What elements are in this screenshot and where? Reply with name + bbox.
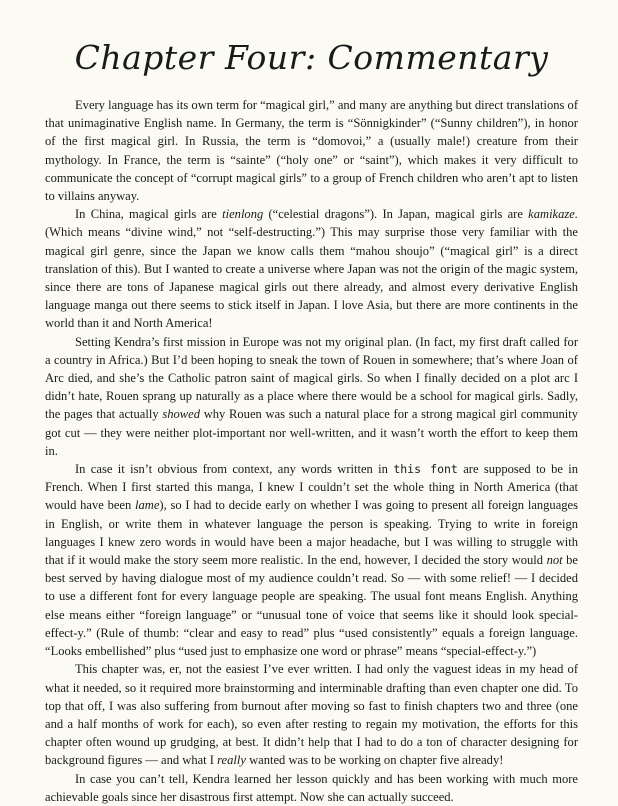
emphasis-text: lame: [135, 498, 160, 513]
emphasis-text: showed: [162, 407, 200, 422]
commentary-body: [45, 96, 578, 806]
emphasis-text: tienlong: [222, 207, 264, 222]
text-run: Setting Kendra’s first mission in Europe was not my original plan. (In fact, my first draft called for a country in Africa.) But I’d been hoping to sneak the town of Rouen in somewhere; that’s where Joan of Arc died, and she’s the Catholic patron saint of magical girls. So when I finally decided on a plot arc I didn’t hate, Rouen sprang up naturally as a place where there would be a school for magical girls. Sadly, the pages that actually: [45, 334, 578, 422]
text-run: (Which means “divine wind,” not “self-destructing.”) This may surprise those very familiar with the magical girl genre, since the Japan we know calls them “mahou shoujo” (“magical girl” is a direct translation of this). But I wanted to create a universe where Japan was not the origin of the magic system, since there are tons of Japanese magical girls out there already, and almost every derivative English language manga out there seems to stick itself in Japan. I love Asia, but there are more continents in the world than it and North America!: [45, 225, 578, 331]
paragraph: [45, 460, 578, 660]
text-run: why Rouen was such a natural place for a strong magical girl community got cut — they were neither plot-important nor well-written, and it wasn’t worth the effort to keep them in.: [45, 407, 578, 458]
text-run: Every language has its own term for “magical girl,” and many are anything but direct translations of that unimaginative English name. In Germany, the term is “Sönnigkinder” (“Sunny children”), in honor of the first magical girl. In Russia, the term is “domovoi,” a (usually male!) creature from their mythology. In France, the term is “sainte” (“holy one” or “saint”), which makes it very difficult to communicate the concept of “corrupt magical girls” to a group of French children who aren’t apt to listen to villains anyway.: [45, 98, 578, 204]
paragraph: [45, 660, 578, 769]
alternate-font-text: this font: [393, 462, 458, 477]
text-run: In case it isn’t obvious from context, any words written in: [75, 462, 394, 477]
text-run: wanted was to be working on chapter five already!: [245, 753, 504, 768]
paragraph: [45, 205, 578, 332]
emphasis-text: not: [546, 553, 563, 568]
emphasis-text: kamikaze.: [528, 207, 578, 222]
text-run: In case you can’t tell, Kendra learned her lesson quickly and has been working with much more achievable goals since her disastrous first attempt. Now she can actually succeed.: [45, 771, 578, 804]
emphasis-text: really: [217, 753, 246, 768]
text-run: This chapter was, er, not the easiest I’ve ever written. I had only the vaguest ideas in my head of what it needed, so it required more brainstorming and interminable drafting than even chapter one did. To top that off, I was also suffering from burnout after moving so fast to finish chapters two and three (one and a half months of work for each), so even after resting to regain my motivation, the efforts for this chapter often wound up grudging, at best. It didn’t help that I had to do a ton of character designing for background figures — and what I: [45, 662, 578, 768]
paragraph: [45, 333, 578, 460]
text-run: (“celestial dragons”). In Japan, magical girls are: [263, 207, 529, 222]
paragraph: [45, 770, 578, 806]
chapter-title: Chapter Four: Commentary: [74, 38, 549, 77]
text-run: ), so I had to decide early on whether I was going to present all foreign languages in English, or write them in whatever language the person is speaking. Trying to write in foreign languages I knew zero words in would have been a major headache, but I was willing to struggle with that if it would make the story seem more realistic. In the end, however, I decided the story would: [45, 498, 579, 568]
text-run: In China, magical girls are: [75, 207, 223, 222]
text-run: are supposed to be in French. When I first started this manga, I knew I couldn’t set the whole thing in North America (that would have been: [45, 462, 579, 513]
paragraph: [45, 96, 578, 205]
text-run: be best served by having dialogue most of my audience couldn’t read. So — with some relief! — I decided to use a different font for every language people are speaking. The usual font means English. Anything else means either “foreign language” or “unusual tone of voice that seems like it should look special-effect-y.” (Rule of thumb: “clear and easy to read” plus “used consistently” equals a foreign language. “Looks embellished” plus “used just to emphasize one word or phrase” means “special-effect-y.”): [45, 553, 578, 659]
